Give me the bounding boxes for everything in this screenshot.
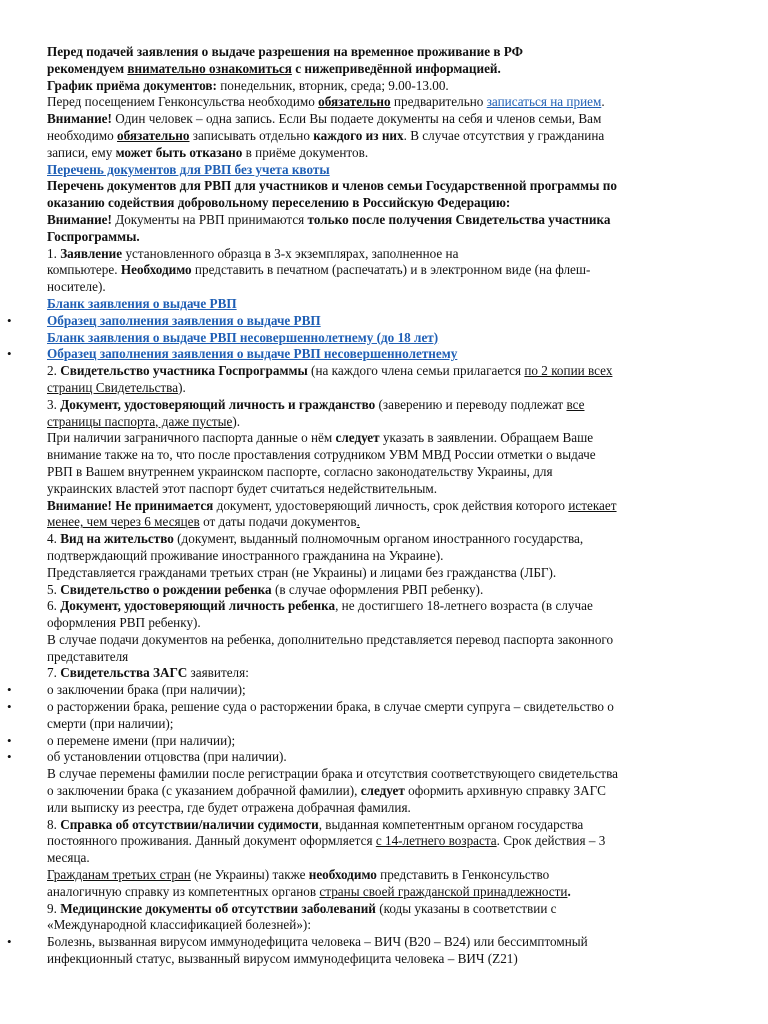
attention2-b: обязательно (117, 127, 190, 143)
item-1-title: Заявление (60, 245, 123, 261)
item-1-text: установленного образца в 3-х экземплярах, заполненное на (122, 245, 459, 261)
item-1-line1 (47, 246, 727, 263)
item-1-l2b: Необходимо (120, 262, 192, 278)
item-8-para-line1 (47, 867, 727, 884)
item-7-p2b: следует (360, 783, 405, 799)
item-8-p1-underlined: Гражданам третьих стран (47, 867, 191, 883)
program-attention-line2: Госпрограммы. (47, 228, 140, 244)
item-3-para-line4: украинских властей этот паспорт будет считаться недействительным. (47, 480, 438, 496)
item-4-line1 (47, 531, 727, 548)
item-2-l2-underlined: страниц Свидетельства (47, 379, 179, 395)
attention-line3 (47, 145, 727, 162)
item-5-title: Свидетельство о рождении ребенка (60, 581, 272, 597)
attention2-c: записывать отдельно (189, 127, 314, 143)
attention2-e: . В случае отсутствия у гражданина (403, 127, 605, 143)
item-8-line3: месяца. (47, 850, 90, 866)
item-7-p2a: о заключении брака (с указанием добрачной фамилии), (47, 783, 361, 799)
schedule-label: График приёма документов: (47, 77, 217, 93)
list-no-quota-link[interactable]: Перечень документов для РВП без учета квоты (47, 161, 330, 177)
item-3-text: (заверению и переводу подлежат (375, 396, 567, 412)
item-8-p2-underlined: страны своей гражданской принадлежности (319, 883, 568, 899)
item-3-warning-l2-underlined: менее, чем через 6 месяцев (47, 514, 200, 530)
item-9-title: Медицинские документы об отсутствии заболеваний (60, 900, 376, 916)
program-attention-text: Документы на РВП принимаются (111, 211, 308, 227)
item-3-para-line1 (47, 430, 727, 447)
attention2-a: необходимо (47, 127, 118, 143)
item-7-bullet-4: • об установлении отцовства (при наличии). (47, 749, 727, 766)
item-1-line3: носителе). (47, 279, 106, 295)
item-3-p1b: следует (335, 430, 380, 446)
item-7-line1 (47, 665, 727, 682)
program-title-line2: оказанию содействия добровольному переселению в Российскую Федерацию: (47, 195, 511, 211)
item-1-l2c: представить в печатном (распечатать) и в электронном виде (на флеш- (191, 262, 591, 278)
item-8-number: 8. (47, 816, 61, 832)
item-7-para-line1: В случае перемены фамилии после регистрации брака и отсутствия соответствующего свидетельства (47, 766, 618, 782)
item-8-p1b: необходимо (308, 867, 377, 883)
item-5-number: 5. (47, 581, 61, 597)
schedule-line (47, 78, 727, 95)
item-8-l2b: . Срок действия – 3 (496, 833, 606, 849)
item-4-text: (документ, выданный полномочным органом иностранного государства, (173, 531, 584, 547)
item-2-line1 (47, 363, 727, 380)
item-4-line3: Представляется гражданами третьих стран (не Украины) и лицами без гражданства (ЛБГ). (47, 564, 557, 580)
visit-text-a: Перед посещением Генконсульства необходимо (47, 94, 319, 110)
intro-h2-underlined: внимательно ознакомиться (127, 60, 292, 76)
item-1-line2 (47, 262, 727, 279)
item-3-warning-l2-text: от даты подачи документов (199, 514, 357, 530)
item-9-bullet-1: • Болезнь, вызванная вирусом иммунодефицита человека – ВИЧ (В20 – В24) или бессимптомный (47, 934, 727, 951)
item-7-bullet-3: • о перемене имени (при наличии); (47, 733, 727, 750)
item-6-text: , не достигшего 18-летнего возраста (в случае (335, 598, 593, 614)
item-3-title: Документ, удостоверяющий личность и гражданство (60, 396, 376, 412)
item-9-number: 9. (47, 900, 61, 916)
item-3-warning-line2 (47, 514, 727, 531)
blank-minor-link[interactable]: Бланк заявления о выдаче РВП несовершеннолетнему (до 18 лет) (47, 329, 439, 345)
item-6-line4: представителя (47, 648, 129, 664)
item-2-l2-text: ). (178, 379, 186, 395)
item-7-para-line2 (47, 783, 727, 800)
item-5-line1 (47, 582, 727, 599)
program-attention-label: Внимание! (47, 211, 112, 227)
item-7-p2c: оформить архивную справку ЗАГС (404, 783, 606, 799)
attention-line1 (47, 111, 727, 128)
item-3-warning-label: Внимание! Не принимается (47, 497, 214, 513)
item-3-para-line2: внимание также на то, что после проставления сотрудником УВМ МВД России отметки о выдаче (47, 447, 596, 463)
item-7-text: заявителя: (187, 665, 249, 681)
sample-minor-link[interactable]: Образец заполнения заявления о выдаче РВП несовершеннолетнему (47, 346, 458, 362)
visit-line (47, 94, 727, 111)
item-8-line2 (47, 833, 727, 850)
item-3-warning-underlined: истекает (568, 497, 617, 513)
item-3-line1 (47, 397, 727, 414)
item-1-number: 1. (47, 245, 61, 261)
attention-text: Один человек – одна запись. Если Вы подаете документы на себя и членов семьи, Вам (111, 111, 602, 127)
attention2-d: каждого из них (313, 127, 404, 143)
item-8-title: Справка об отсутствии/наличии судимости (60, 816, 319, 832)
blank-link[interactable]: Бланк заявления о выдаче РВП (47, 295, 237, 311)
item-5-text: (в случае оформления РВП ребенку). (271, 581, 484, 597)
item-4-number: 4. (47, 531, 61, 547)
item-2-title: Свидетельство участника Госпрограммы (60, 363, 308, 379)
program-title-line1: Перечень документов для РВП для участников и членов семьи Государственной программы по (47, 178, 617, 194)
attention3-a: записи, ему (47, 144, 116, 160)
item-3-l2-text: ). (232, 413, 241, 429)
item-8-p2b: . (567, 883, 571, 899)
attention3-c: в приёме документов. (242, 144, 369, 160)
item-8-para-line2 (47, 884, 727, 901)
attention-line2 (47, 128, 727, 145)
item-9-text: (коды указаны в соответствии с (375, 900, 557, 916)
item-1-l2a: компьютере. (47, 262, 121, 278)
program-attention-line1 (47, 212, 727, 229)
intro-h2-text: рекомендуем (47, 60, 128, 76)
item-2-underlined: по 2 копии всех (524, 363, 613, 379)
item-8-p2a: аналогичную справку из компетентных органов (47, 883, 320, 899)
intro-heading-line2 (47, 61, 727, 78)
item-8-p1c: представить в Генконсульство (376, 867, 550, 883)
item-9-bullet-1-cont: инфекционный статус, вызванный вирусом иммунодефицита человека – ВИЧ (Z21) (47, 951, 518, 967)
item-3-p1a: При наличии заграничного паспорта данные о нём (47, 430, 336, 446)
intro-heading-line1: Перед подачей заявления о выдаче разрешения на временное проживание в РФ (47, 44, 523, 59)
item-6-line2: оформления РВП ребенку). (47, 615, 201, 631)
intro-h2-end: с нижеприведённой информацией. (291, 60, 501, 76)
visit-text-d: . (601, 94, 605, 110)
item-3-warning-text: документ, удостоверяющий личность, срок действия которого (213, 497, 569, 513)
item-3-underlined: все (566, 396, 585, 412)
sample-link[interactable]: Образец заполнения заявления о выдаче РВП (47, 312, 321, 328)
item-8-text: , выданная компетентным органом государства (318, 816, 584, 832)
item-7-title: Свидетельства ЗАГС (60, 665, 188, 681)
attention-label: Внимание! (47, 111, 112, 127)
item-6-number: 6. (47, 598, 61, 614)
item-9-line2: «Международной классификацией болезней»): (47, 917, 311, 933)
item-3-number: 3. (47, 396, 61, 412)
item-8-l2a: постоянного проживания. Данный документ оформляется (47, 833, 376, 849)
item-4-title: Вид на жительство (60, 531, 174, 547)
item-2-line2 (47, 380, 727, 397)
item-4-line2: подтверждающий проживание иностранного гражданина на Украине). (47, 547, 444, 563)
item-9-line1 (47, 901, 727, 918)
item-3-l2-underlined: страницы паспорта, даже пустые (47, 413, 233, 429)
item-7-para-line3: или выписку из реестра, где будет отражена добрачная фамилия. (47, 799, 411, 815)
attention3-b: может быть отказано (115, 144, 243, 160)
item-3-warning-l2-dot: . (356, 514, 360, 530)
schedule-text: понедельник, вторник, среда; 9.00-13.00. (216, 77, 449, 93)
item-8-l2-underlined: с 14-летнего возраста (375, 833, 497, 849)
item-7-number: 7. (47, 665, 61, 681)
item-7-bullet-2-cont: смерти (при наличии); (47, 715, 174, 731)
item-8-line1 (47, 817, 727, 834)
item-3-line2 (47, 414, 727, 431)
item-6-line3: В случае подачи документов на ребенка, дополнительно представляется перевод паспорта законного (47, 631, 614, 647)
item-7-bullet-2: • о расторжении брака, решение суда о расторжении брака, в случае смерти супруга – свидетельство о (47, 699, 727, 716)
item-6-title: Документ, удостоверяющий личность ребенка (60, 598, 336, 614)
item-3-p1c: указать в заявлении. Обращаем Ваше (379, 430, 594, 446)
visit-text-c: предварительно (390, 94, 487, 110)
item-2-number: 2. (47, 363, 61, 379)
item-3-para-line3: РВП в Вашем внутреннем украинском паспорте, согласно законодательству Украины, для (47, 463, 553, 479)
item-7-bullet-1: • о заключении брака (при наличии); (47, 682, 727, 699)
program-attention-bold: только после получения Свидетельства участника (307, 211, 611, 227)
item-2-text: (на каждого члена семьи прилагается (307, 363, 525, 379)
item-6-line1 (47, 598, 727, 615)
appointment-link[interactable]: записаться на прием (486, 94, 602, 110)
visit-emphasis: обязательно (318, 94, 391, 110)
item-8-p1a: (не Украины) также (190, 867, 309, 883)
item-3-warning-line1 (47, 498, 727, 515)
document-page (47, 44, 727, 968)
